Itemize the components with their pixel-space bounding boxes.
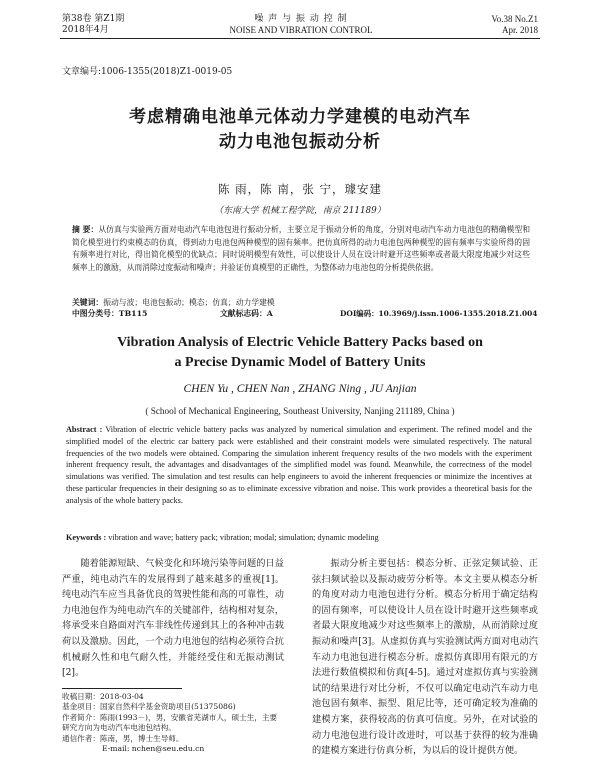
author-bio: 作者简介：陈雨(1993－)，男，安徽省芜湖市人，硕士生，主要研究方向为电动汽车电池包结构。 (62, 712, 278, 733)
body-right-column: 振动分析主要包括：模态分析、正弦定频试验、正弦扫频试验以及振动疲劳分析等。本文主要从模态分析的角度对动力电池包进行分析。模态分析用于确定结构的固有频率，可以使设计人员在设计时避开这些频率或者最大限度地减少对这些频率上的激励，从而消除过度振动和噪声[3]。从虚拟仿真与实验测试两方面对电动汽车动力电池包进行模态分析。虚拟仿真即用有限元的方法进行数值模拟和仿真[4-5]。通过对虚拟仿真与实验测试的结果进行对比分析，不仅可以确定电动汽车动力电池包固有频率、振型、阻尼比等，还可确定较为准确的建模方案，获得较高的仿真可信度。另外，在对试验的动力电池包进行设计改进时，可以基于获得的较为准确的建模方案进行仿真分析，为以后的设计提供方便。 (312, 558, 538, 757)
abstract-en-text: Vibration of electric vehicle battery packs was analyzed by numerical simulation and experiment. The refined model and the simplified model of the electric car battery pack were established and their constraint models were simulated respectively. The natural frequencies of the two models were obtained. Comparing the simulation inherent frequency results of the two models with the experiment inherent frequency result, the advantages and disadvantages of the simplified model was found. Meanwhile, the correctness of the model simulations was verified. The simulation and test results can help engineers to avoid the inherent frequencies or minimize the incentives at these particular frequencies in their designing so as to eliminate excessive vibration and noise. This work provides a theoretical basis for the analysis of the whole battery packs. (66, 425, 532, 505)
journal-date-cn: 2018年4月 (62, 25, 109, 35)
abstract-en (66, 424, 532, 507)
article-number: 文章编号:1006-1355(2018)Z1-0019-05 (62, 67, 233, 77)
journal-volume: 第38卷 第Z1期 (62, 14, 125, 24)
document-code: 文献标志码：A (220, 309, 273, 318)
header-rule (60, 38, 540, 39)
journal-date-en: Apr. 2018 (502, 25, 538, 35)
authors-cn: 陈 雨，陈 南，张 宁，璩安建 (218, 182, 382, 196)
doi: DOI编码：10.3969/j.issn.1006-1355.2018.Z1.004 (340, 309, 538, 318)
affiliation-cn: （东南大学 机械工程学院，南京 211189） (214, 206, 386, 216)
abstract-en-label: Abstract : (66, 425, 103, 434)
email: E-mail: nchen@seu.edu.cn (102, 744, 205, 754)
body-left-column: 随着能源短缺、气候变化和环境污染等问题的日益严重，纯电动汽车的发展得到了越来越多的重视[1]。纯电动汽车应当具备优良的驾驶性能和高的可靠性，动力电池包作为纯电动汽车的关键部件，结构相对复杂，将承受来自路面对汽车非线性传递到其上的各种冲击载荷以及激励。因此，一个动力电池包的结构必须符合抗机械耐久性和电气耐久性，并能经受住和无振动测试[2]。 (62, 558, 284, 679)
fund-info: 基金项目：国家自然科学基金资助项目(51375086) (62, 702, 236, 712)
title-cn-line2: 动力电池包振动分析 (219, 132, 381, 152)
corresponding-author: 通信作者：陈南，男，博士生导师。 (62, 733, 184, 743)
keywords-en-text: vibration and wave; battery pack; vibration; modal; simulation; dynamic modeling (108, 533, 379, 542)
keywords-en (66, 532, 532, 544)
authors-en: CHEN Yu , CHEN Nan , ZHANG Ning , JU Anjian (183, 383, 417, 395)
keywords-cn-label: 关键词： (72, 298, 104, 307)
abstract-cn-label: 摘 要： (72, 225, 99, 234)
title-en-line1: Vibration Analysis of Electric Vehicle Battery Packs based on (117, 335, 483, 350)
clc-number: 中图分类号：TB115 (72, 309, 148, 318)
abstract-cn (72, 224, 530, 274)
affiliation-en: ( School of Mechanical Engineering, Southeast University, Nanjing 211189, China ) (145, 406, 455, 416)
received-date: 收稿日期：2018-03-04 (62, 692, 144, 701)
journal-name-cn: 噪 声 与 振 动 控 制 (254, 14, 348, 24)
abstract-cn-text: 从仿真与实验两方面对电动汽车电池包进行振动分析，主要立足于振动分析的角度，分别对电动汽车动力电池包的精确模型和简化模型进行约束模态的仿真，得到动力电池包两种模型的固有频率。把仿真所得的动力电池包两种模型的固有频率与实验所得的固有频率进行对比，得出简化模型的优缺点；同时说明模型有效性，可以使设计人员在设计时避开这些频率或者最大限度地减少对这些频率上的激励，从而消除过度振动和噪声；并验证仿真模型的正确性，为整体动力电池包的分析提供依据。 (72, 225, 531, 272)
journal-volume-en: Vo.38 No.Z1 (491, 14, 538, 24)
journal-name-en: NOISE AND VIBRATION CONTROL (229, 25, 373, 35)
title-cn-line1: 考虑精确电池单元体动力学建模的电动汽车 (129, 107, 471, 127)
keywords-cn-text: 振动与波；电池包振动；模态；仿真；动力学建模 (103, 298, 275, 307)
footnote-rule (62, 688, 182, 689)
keywords-en-label: Keywords : (66, 533, 107, 542)
footnote (62, 692, 284, 754)
title-en-line2: a Precise Dynamic Model of Battery Units (174, 355, 426, 370)
